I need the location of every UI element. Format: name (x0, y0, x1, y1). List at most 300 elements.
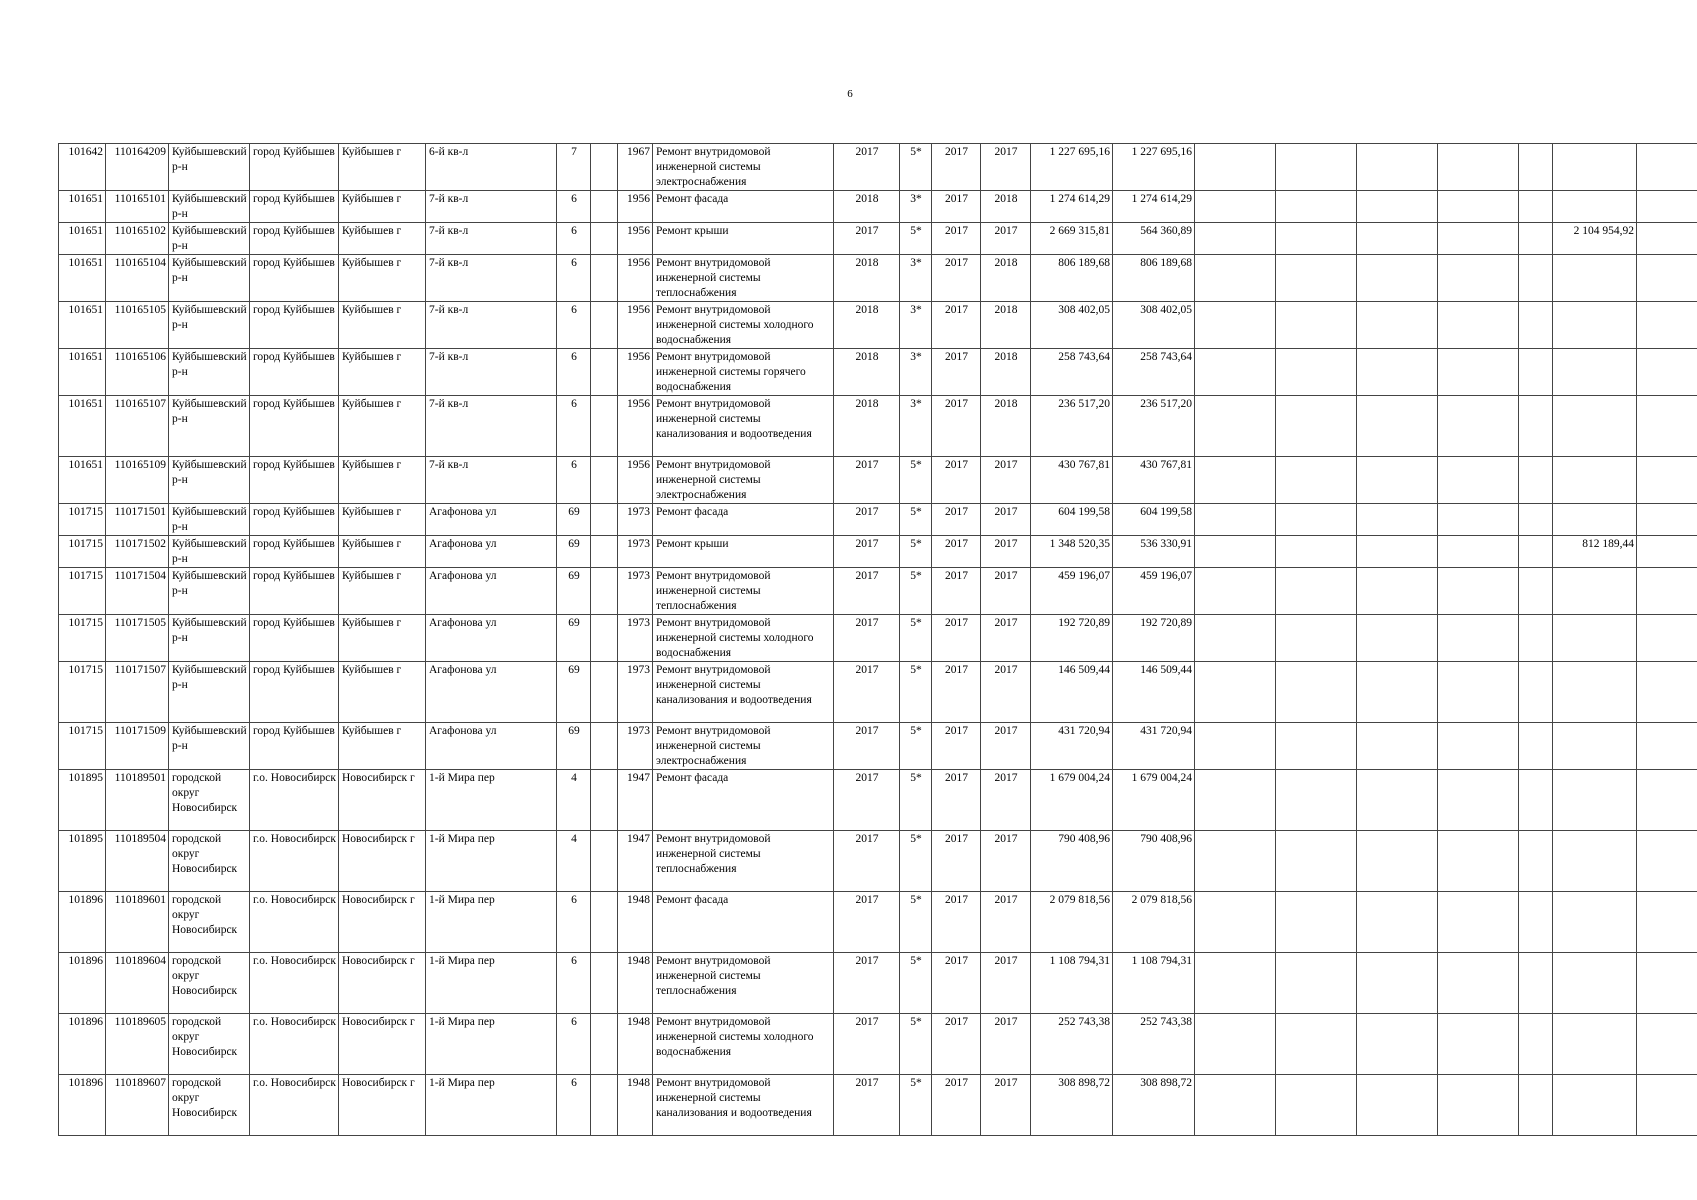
row-empty-f (1637, 396, 1697, 457)
row-house: 6 (557, 191, 591, 223)
row-priority: 5* (900, 568, 932, 615)
row-year-plan: 2017 (834, 536, 900, 568)
row-fund-cost: 308 898,72 (1113, 1075, 1195, 1136)
table-row (59, 144, 1697, 191)
row-empty-f (1637, 723, 1697, 770)
row-street: 1-й Мира пер (426, 770, 557, 831)
row-building (591, 302, 618, 349)
row-year-built: 1956 (618, 302, 653, 349)
row-year-start: 2017 (932, 396, 981, 457)
row-year-start: 2017 (932, 1014, 981, 1075)
row-empty-c (1357, 536, 1438, 568)
capital-repair-table (58, 143, 1697, 1136)
row-municipality: г.о. Новосибирск (250, 770, 339, 831)
row-empty-d (1438, 255, 1519, 302)
row-house: 6 (557, 302, 591, 349)
row-building (591, 255, 618, 302)
row-empty-a (1195, 1075, 1276, 1136)
row-empty-a (1195, 536, 1276, 568)
row-year-built: 1956 (618, 396, 653, 457)
row-empty-a (1195, 831, 1276, 892)
row-building (591, 536, 618, 568)
row-year-end: 2017 (981, 1014, 1031, 1075)
row-building (591, 662, 618, 723)
row-empty-f (1637, 662, 1697, 723)
row-empty-e (1519, 953, 1553, 1014)
row-empty-f (1637, 568, 1697, 615)
row-id: 101651 (59, 223, 106, 255)
row-total-cost: 252 743,38 (1031, 1014, 1113, 1075)
row-id: 101715 (59, 662, 106, 723)
row-empty-d (1438, 457, 1519, 504)
row-empty-d (1438, 536, 1519, 568)
row-district: городской округ Новосибирск (169, 831, 250, 892)
row-id: 101642 (59, 144, 106, 191)
row-priority: 5* (900, 770, 932, 831)
row-street: 1-й Мира пер (426, 953, 557, 1014)
row-district: Куйбышевский р-н (169, 191, 250, 223)
row-house: 6 (557, 457, 591, 504)
row-empty-e (1519, 302, 1553, 349)
row-empty-e (1519, 396, 1553, 457)
row-total-cost: 1 227 695,16 (1031, 144, 1113, 191)
row-year-built: 1973 (618, 662, 653, 723)
row-other-source (1553, 892, 1637, 953)
row-year-built: 1973 (618, 568, 653, 615)
row-district: Куйбышевский р-н (169, 349, 250, 396)
row-year-plan: 2017 (834, 615, 900, 662)
row-empty-e (1519, 255, 1553, 302)
row-locality: Куйбышев г (339, 302, 426, 349)
row-empty-c (1357, 770, 1438, 831)
row-id: 101651 (59, 457, 106, 504)
row-priority: 5* (900, 662, 932, 723)
row-code: 110189607 (106, 1075, 169, 1136)
row-code: 110171504 (106, 568, 169, 615)
row-work-type: Ремонт внутридомовой инженерной системы электроснабжения (653, 457, 834, 504)
row-year-built: 1967 (618, 144, 653, 191)
row-empty-e (1519, 536, 1553, 568)
row-building (591, 396, 618, 457)
row-year-end: 2017 (981, 831, 1031, 892)
row-empty-c (1357, 255, 1438, 302)
row-empty-d (1438, 1075, 1519, 1136)
row-year-end: 2017 (981, 536, 1031, 568)
row-empty-b (1276, 504, 1357, 536)
row-id: 101651 (59, 396, 106, 457)
row-fund-cost: 459 196,07 (1113, 568, 1195, 615)
row-district: Куйбышевский р-н (169, 568, 250, 615)
row-code: 110165101 (106, 191, 169, 223)
row-code: 110165109 (106, 457, 169, 504)
row-total-cost: 1 348 520,35 (1031, 536, 1113, 568)
row-district: городской округ Новосибирск (169, 953, 250, 1014)
row-district: городской округ Новосибирск (169, 770, 250, 831)
row-code: 110165102 (106, 223, 169, 255)
row-street: 7-й кв-л (426, 349, 557, 396)
row-priority: 5* (900, 504, 932, 536)
row-year-built: 1973 (618, 504, 653, 536)
row-work-type: Ремонт внутридомовой инженерной системы канализования и водоотведения (653, 1075, 834, 1136)
row-other-source (1553, 615, 1637, 662)
row-street: 7-й кв-л (426, 396, 557, 457)
row-year-built: 1948 (618, 892, 653, 953)
table-row (59, 191, 1697, 223)
row-house: 6 (557, 223, 591, 255)
row-fund-cost: 806 189,68 (1113, 255, 1195, 302)
row-fund-cost: 308 402,05 (1113, 302, 1195, 349)
row-empty-d (1438, 191, 1519, 223)
row-empty-a (1195, 223, 1276, 255)
table-row (59, 349, 1697, 396)
row-empty-b (1276, 1075, 1357, 1136)
row-empty-d (1438, 349, 1519, 396)
row-fund-cost: 431 720,94 (1113, 723, 1195, 770)
row-district: городской округ Новосибирск (169, 1075, 250, 1136)
row-empty-a (1195, 349, 1276, 396)
row-empty-c (1357, 349, 1438, 396)
row-empty-a (1195, 396, 1276, 457)
row-fund-cost: 236 517,20 (1113, 396, 1195, 457)
row-code: 110165105 (106, 302, 169, 349)
row-building (591, 504, 618, 536)
row-empty-c (1357, 953, 1438, 1014)
row-empty-b (1276, 831, 1357, 892)
row-locality: Куйбышев г (339, 536, 426, 568)
row-municipality: г.о. Новосибирск (250, 831, 339, 892)
row-municipality: город Куйбышев (250, 504, 339, 536)
row-total-cost: 430 767,81 (1031, 457, 1113, 504)
row-priority: 3* (900, 396, 932, 457)
row-year-built: 1956 (618, 349, 653, 396)
row-year-built: 1956 (618, 457, 653, 504)
row-priority: 3* (900, 191, 932, 223)
row-other-source (1553, 568, 1637, 615)
row-id: 101651 (59, 191, 106, 223)
row-district: Куйбышевский р-н (169, 536, 250, 568)
row-municipality: город Куйбышев (250, 223, 339, 255)
row-year-start: 2017 (932, 662, 981, 723)
row-year-end: 2017 (981, 892, 1031, 953)
row-year-end: 2017 (981, 457, 1031, 504)
row-priority: 3* (900, 255, 932, 302)
row-year-start: 2017 (932, 255, 981, 302)
row-empty-d (1438, 568, 1519, 615)
row-municipality: город Куйбышев (250, 349, 339, 396)
row-municipality: город Куйбышев (250, 723, 339, 770)
row-work-type: Ремонт внутридомовой инженерной системы электроснабжения (653, 723, 834, 770)
row-year-start: 2017 (932, 1075, 981, 1136)
row-year-end: 2017 (981, 723, 1031, 770)
row-empty-d (1438, 144, 1519, 191)
row-priority: 5* (900, 615, 932, 662)
table-row (59, 892, 1697, 953)
row-empty-c (1357, 396, 1438, 457)
row-year-built: 1956 (618, 255, 653, 302)
row-empty-d (1438, 831, 1519, 892)
row-id: 101715 (59, 536, 106, 568)
row-year-built: 1947 (618, 831, 653, 892)
row-other-source (1553, 831, 1637, 892)
row-street: Агафонова ул (426, 504, 557, 536)
row-work-type: Ремонт внутридомовой инженерной системы горячего водоснабжения (653, 349, 834, 396)
row-empty-c (1357, 615, 1438, 662)
row-municipality: город Куйбышев (250, 255, 339, 302)
row-empty-f (1637, 831, 1697, 892)
row-empty-e (1519, 662, 1553, 723)
table-row (59, 615, 1697, 662)
row-empty-a (1195, 457, 1276, 504)
row-fund-cost: 192 720,89 (1113, 615, 1195, 662)
row-priority: 5* (900, 1075, 932, 1136)
row-priority: 5* (900, 953, 932, 1014)
row-id: 101715 (59, 615, 106, 662)
row-empty-e (1519, 191, 1553, 223)
table-row (59, 723, 1697, 770)
row-id: 101651 (59, 302, 106, 349)
row-empty-e (1519, 831, 1553, 892)
row-id: 101896 (59, 1014, 106, 1075)
row-priority: 5* (900, 723, 932, 770)
row-empty-f (1637, 302, 1697, 349)
row-municipality: г.о. Новосибирск (250, 1014, 339, 1075)
row-house: 6 (557, 255, 591, 302)
row-house: 69 (557, 568, 591, 615)
row-year-start: 2017 (932, 223, 981, 255)
row-empty-d (1438, 662, 1519, 723)
row-district: городской округ Новосибирск (169, 892, 250, 953)
row-year-plan: 2017 (834, 1075, 900, 1136)
row-locality: Куйбышев г (339, 191, 426, 223)
row-year-plan: 2018 (834, 191, 900, 223)
row-total-cost: 604 199,58 (1031, 504, 1113, 536)
table-row (59, 662, 1697, 723)
row-empty-f (1637, 457, 1697, 504)
row-locality: Новосибирск г (339, 1075, 426, 1136)
row-id: 101895 (59, 831, 106, 892)
row-empty-e (1519, 504, 1553, 536)
row-municipality: город Куйбышев (250, 662, 339, 723)
row-empty-c (1357, 662, 1438, 723)
row-year-start: 2017 (932, 302, 981, 349)
row-total-cost: 146 509,44 (1031, 662, 1113, 723)
row-code: 110189504 (106, 831, 169, 892)
row-empty-b (1276, 615, 1357, 662)
row-empty-b (1276, 892, 1357, 953)
row-street: 7-й кв-л (426, 302, 557, 349)
row-locality: Новосибирск г (339, 953, 426, 1014)
row-building (591, 723, 618, 770)
row-other-source: 812 189,44 (1553, 536, 1637, 568)
row-other-source (1553, 723, 1637, 770)
row-year-end: 2017 (981, 615, 1031, 662)
row-fund-cost: 258 743,64 (1113, 349, 1195, 396)
row-empty-d (1438, 892, 1519, 953)
row-year-start: 2017 (932, 191, 981, 223)
row-house: 6 (557, 396, 591, 457)
row-year-plan: 2018 (834, 255, 900, 302)
row-work-type: Ремонт внутридомовой инженерной системы холодного водоснабжения (653, 615, 834, 662)
row-locality: Новосибирск г (339, 892, 426, 953)
row-priority: 5* (900, 1014, 932, 1075)
row-total-cost: 192 720,89 (1031, 615, 1113, 662)
row-total-cost: 790 408,96 (1031, 831, 1113, 892)
row-year-plan: 2017 (834, 953, 900, 1014)
row-municipality: г.о. Новосибирск (250, 1075, 339, 1136)
row-year-plan: 2018 (834, 349, 900, 396)
row-year-start: 2017 (932, 770, 981, 831)
row-year-start: 2017 (932, 892, 981, 953)
row-building (591, 457, 618, 504)
row-empty-e (1519, 892, 1553, 953)
row-work-type: Ремонт фасада (653, 770, 834, 831)
row-empty-d (1438, 396, 1519, 457)
row-locality: Новосибирск г (339, 770, 426, 831)
row-code: 110164209 (106, 144, 169, 191)
row-empty-b (1276, 396, 1357, 457)
row-work-type: Ремонт внутридомовой инженерной системы электроснабжения (653, 144, 834, 191)
row-district: городской округ Новосибирск (169, 1014, 250, 1075)
row-empty-e (1519, 349, 1553, 396)
row-house: 69 (557, 504, 591, 536)
row-year-end: 2017 (981, 568, 1031, 615)
row-empty-d (1438, 723, 1519, 770)
row-year-start: 2017 (932, 831, 981, 892)
row-empty-c (1357, 144, 1438, 191)
row-year-plan: 2017 (834, 892, 900, 953)
row-municipality: город Куйбышев (250, 568, 339, 615)
row-street: 6-й кв-л (426, 144, 557, 191)
row-house: 6 (557, 349, 591, 396)
row-priority: 5* (900, 536, 932, 568)
row-fund-cost: 146 509,44 (1113, 662, 1195, 723)
row-code: 110189605 (106, 1014, 169, 1075)
row-street: Агафонова ул (426, 568, 557, 615)
row-code: 110165104 (106, 255, 169, 302)
row-code: 110165106 (106, 349, 169, 396)
row-other-source (1553, 457, 1637, 504)
row-year-start: 2017 (932, 536, 981, 568)
row-total-cost: 2 669 315,81 (1031, 223, 1113, 255)
row-year-plan: 2017 (834, 223, 900, 255)
row-work-type: Ремонт фасада (653, 892, 834, 953)
row-house: 6 (557, 892, 591, 953)
row-total-cost: 258 743,64 (1031, 349, 1113, 396)
row-year-end: 2018 (981, 191, 1031, 223)
row-empty-c (1357, 723, 1438, 770)
row-other-source (1553, 302, 1637, 349)
row-total-cost: 308 898,72 (1031, 1075, 1113, 1136)
row-other-source (1553, 504, 1637, 536)
row-year-start: 2017 (932, 568, 981, 615)
row-year-end: 2017 (981, 504, 1031, 536)
row-empty-c (1357, 1014, 1438, 1075)
row-municipality: г.о. Новосибирск (250, 892, 339, 953)
row-year-plan: 2017 (834, 144, 900, 191)
row-street: 7-й кв-л (426, 255, 557, 302)
row-fund-cost: 1 679 004,24 (1113, 770, 1195, 831)
row-municipality: город Куйбышев (250, 396, 339, 457)
row-district: Куйбышевский р-н (169, 457, 250, 504)
row-code: 110189601 (106, 892, 169, 953)
row-building (591, 831, 618, 892)
row-locality: Куйбышев г (339, 723, 426, 770)
row-work-type: Ремонт внутридомовой инженерной системы теплоснабжения (653, 568, 834, 615)
row-building (591, 349, 618, 396)
row-empty-e (1519, 568, 1553, 615)
row-empty-c (1357, 892, 1438, 953)
row-street: 7-й кв-л (426, 457, 557, 504)
row-district: Куйбышевский р-н (169, 302, 250, 349)
row-year-plan: 2017 (834, 770, 900, 831)
row-locality: Куйбышев г (339, 144, 426, 191)
row-id: 101715 (59, 568, 106, 615)
row-empty-f (1637, 892, 1697, 953)
row-year-end: 2018 (981, 255, 1031, 302)
row-year-built: 1948 (618, 1014, 653, 1075)
row-empty-b (1276, 770, 1357, 831)
row-locality: Куйбышев г (339, 396, 426, 457)
row-house: 69 (557, 615, 591, 662)
row-year-plan: 2018 (834, 302, 900, 349)
row-municipality: город Куйбышев (250, 536, 339, 568)
row-building (591, 615, 618, 662)
row-other-source (1553, 953, 1637, 1014)
row-year-end: 2017 (981, 1075, 1031, 1136)
row-empty-c (1357, 223, 1438, 255)
row-code: 110171507 (106, 662, 169, 723)
row-work-type: Ремонт внутридомовой инженерной системы теплоснабжения (653, 831, 834, 892)
row-house: 7 (557, 144, 591, 191)
row-year-built: 1948 (618, 1075, 653, 1136)
row-empty-a (1195, 504, 1276, 536)
row-work-type: Ремонт фасада (653, 191, 834, 223)
row-code: 110171502 (106, 536, 169, 568)
row-street: 7-й кв-л (426, 191, 557, 223)
row-code: 110189604 (106, 953, 169, 1014)
row-empty-f (1637, 349, 1697, 396)
row-house: 4 (557, 770, 591, 831)
row-year-plan: 2017 (834, 568, 900, 615)
row-work-type: Ремонт крыши (653, 223, 834, 255)
row-empty-b (1276, 662, 1357, 723)
row-year-start: 2017 (932, 144, 981, 191)
row-empty-e (1519, 223, 1553, 255)
row-empty-b (1276, 191, 1357, 223)
table-row (59, 255, 1697, 302)
row-empty-e (1519, 1075, 1553, 1136)
row-locality: Куйбышев г (339, 615, 426, 662)
row-year-built: 1947 (618, 770, 653, 831)
row-empty-d (1438, 1014, 1519, 1075)
row-empty-b (1276, 349, 1357, 396)
row-street: 1-й Мира пер (426, 831, 557, 892)
row-id: 101896 (59, 1075, 106, 1136)
row-year-built: 1948 (618, 953, 653, 1014)
row-other-source (1553, 1014, 1637, 1075)
row-empty-d (1438, 302, 1519, 349)
row-empty-f (1637, 504, 1697, 536)
row-street: 1-й Мира пер (426, 1075, 557, 1136)
table-row (59, 223, 1697, 255)
row-district: Куйбышевский р-н (169, 504, 250, 536)
row-year-built: 1973 (618, 723, 653, 770)
row-locality: Куйбышев г (339, 568, 426, 615)
row-fund-cost: 536 330,91 (1113, 536, 1195, 568)
row-id: 101651 (59, 349, 106, 396)
row-priority: 3* (900, 302, 932, 349)
row-code: 110171501 (106, 504, 169, 536)
